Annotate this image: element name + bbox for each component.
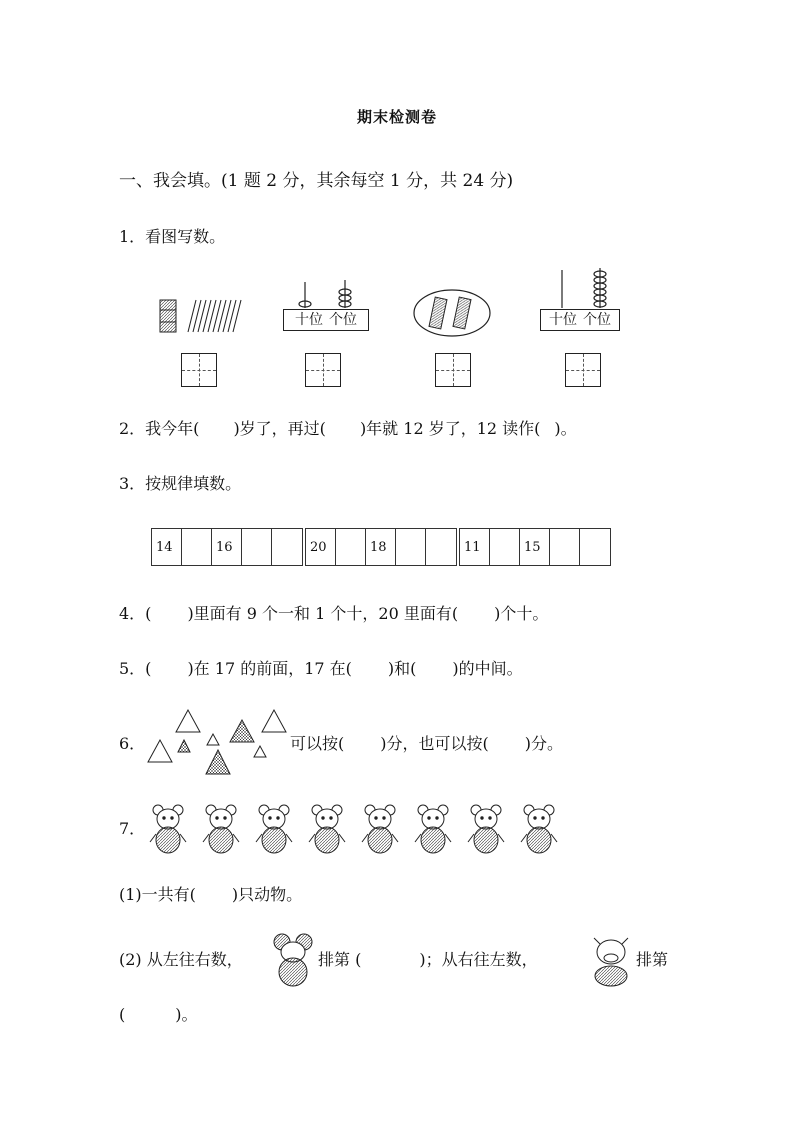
- cat-icon: [413, 802, 453, 856]
- question-4: 4．( )里面有 9 个一和 1 个十，20 里面有( )个十。: [119, 604, 549, 623]
- question-1-text: 1．看图写数。: [119, 227, 226, 246]
- question-7-part-2c: 排第: [636, 950, 669, 969]
- question-6-text: 可以按( )分，也可以按( )分。: [290, 734, 563, 753]
- answer-box[interactable]: [435, 353, 471, 387]
- mouse-icon: [254, 802, 294, 856]
- sequence-cell[interactable]: [336, 529, 366, 565]
- ones-label: 个位: [583, 312, 611, 328]
- question-7-part-2: (2) 从左往右数，: [119, 950, 243, 969]
- bundle-sticks-icon: [158, 296, 248, 336]
- fox-icon: [360, 802, 400, 856]
- abacus-icon: [283, 278, 369, 310]
- question-2: 2．我今年( )岁了，再过( )年就 12 岁了，12 读作( )。: [119, 419, 577, 438]
- answer-box[interactable]: [565, 353, 601, 387]
- sequence-group: [305, 528, 457, 566]
- sequence-cell: 18: [366, 529, 396, 565]
- sequence-cell[interactable]: [182, 529, 212, 565]
- question-6-number: 6．: [119, 734, 146, 753]
- sequence-cell[interactable]: [426, 529, 456, 565]
- tens-label: 十位: [295, 312, 323, 328]
- sequence-group: [151, 528, 303, 566]
- sequence-cell[interactable]: [580, 529, 610, 565]
- page-title: 期末检测卷: [356, 108, 437, 126]
- mouse-icon: [268, 932, 318, 988]
- question-7-number: 7．: [119, 819, 146, 838]
- sequence-group: [459, 528, 611, 566]
- abacus-label: [283, 309, 369, 331]
- triangles-icon: [146, 708, 290, 778]
- panda-icon: [201, 802, 241, 856]
- sequence-cell[interactable]: [490, 529, 520, 565]
- sequence-cell[interactable]: [550, 529, 580, 565]
- answer-box[interactable]: [305, 353, 341, 387]
- sequence-cell[interactable]: [242, 529, 272, 565]
- answer-box[interactable]: [181, 353, 217, 387]
- animal-row: [148, 802, 558, 858]
- cow-icon: [586, 930, 636, 988]
- tiger-icon: [466, 802, 506, 856]
- question-7-part-2d: ( )。: [119, 1005, 198, 1024]
- rabbit-icon: [519, 802, 559, 856]
- question-7-part-1: (1)一共有( )只动物。: [119, 885, 303, 904]
- section-heading: 一、我会填。(1 题 2 分，其余每空 1 分，共 24 分): [119, 171, 514, 191]
- sequence-cell: 15: [520, 529, 550, 565]
- question-5: 5．( )在 17 的前面，17 在( )和( )的中间。: [119, 659, 523, 678]
- question-7-part-2b: 排第 ( )；从右往左数，: [318, 950, 538, 969]
- abacus-icon: [540, 268, 620, 310]
- cow-icon: [307, 802, 347, 856]
- circled-bundles-icon: [412, 288, 492, 338]
- tens-label: 十位: [549, 312, 577, 328]
- sequence-cell: 16: [212, 529, 242, 565]
- sequence-cell: 20: [306, 529, 336, 565]
- sequence-cell[interactable]: [396, 529, 426, 565]
- ones-label: 个位: [329, 312, 357, 328]
- abacus-label: [540, 309, 620, 331]
- question-3-text: 3．按规律填数。: [119, 474, 242, 493]
- sequence-cell: 11: [460, 529, 490, 565]
- dog-icon: [148, 802, 188, 856]
- sequence-cell[interactable]: [272, 529, 302, 565]
- sequence-cell: 14: [152, 529, 182, 565]
